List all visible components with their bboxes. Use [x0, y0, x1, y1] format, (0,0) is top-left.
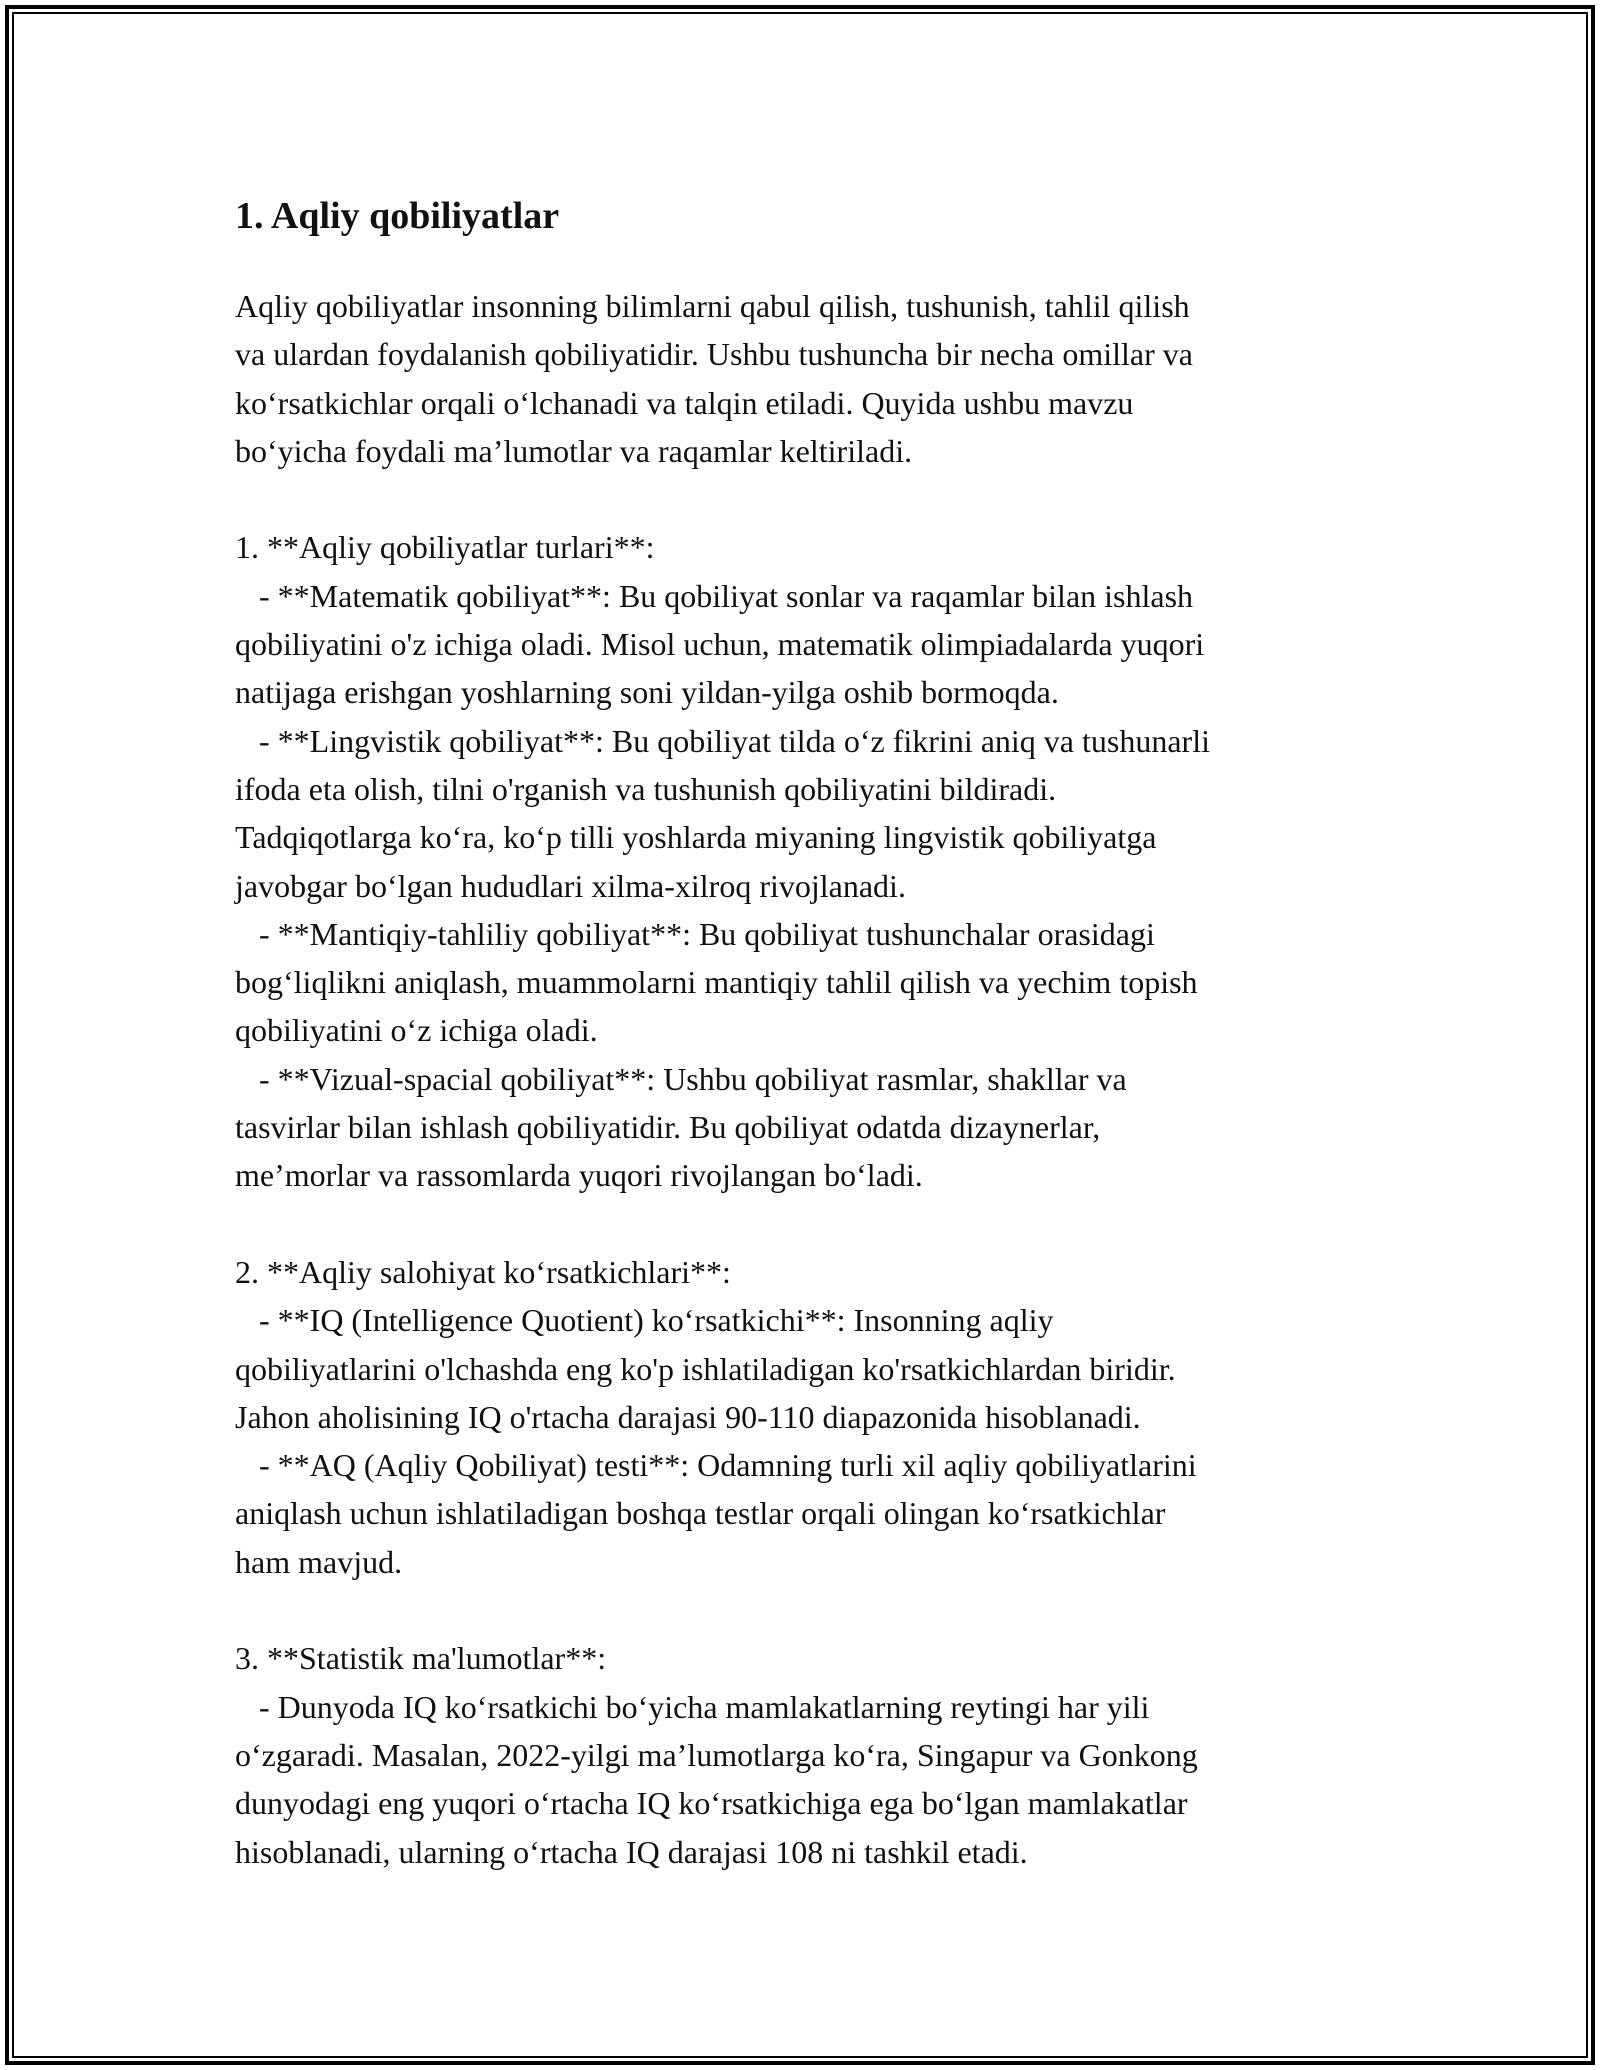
text-line: tasvirlar bilan ishlash qobiliyatidir. Bu qobiliyat odatda dizaynerlar,: [235, 1109, 1101, 1146]
text-line: - **Mantiqiy-tahliliy qobiliyat**: Bu qobiliyat tushunchalar orasidagi: [235, 915, 1155, 952]
text-line: - **Matematik qobiliyat**: Bu qobiliyat sonlar va raqamlar bilan ishlash: [235, 577, 1194, 614]
text-line: - **Vizual-spacial qobiliyat**: Ushbu qobiliyat rasmlar, shakllar va: [235, 1060, 1127, 1097]
text-line: hisoblanadi, ularning o‘rtacha IQ darajasi 108 ni tashkil etadi.: [235, 1833, 1028, 1870]
text-line: qobiliyatini o'z ichiga oladi. Misol uchun, matematik olimpiadalarda yuqori: [235, 626, 1205, 663]
text-line: Tadqiqotlarga ko‘ra, ko‘p tilli yoshlarda miyaning lingvistik qobiliyatga: [235, 819, 1157, 856]
text-line: bo‘yicha foydali ma’lumotlar va raqamlar keltiriladi.: [235, 432, 913, 469]
text-line: javobgar bo‘lgan hududlari xilma-xilroq rivojlanadi.: [235, 867, 906, 904]
text-line: aniqlash uchun ishlatiladigan boshqa testlar orqali olingan ko‘rsatkichlar: [235, 1495, 1166, 1532]
text-line: natijaga erishgan yoshlarning soni yildan-yilga oshib bormoqda.: [235, 674, 1059, 711]
blank-line: [235, 475, 1385, 523]
text-line: me’morlar va rassomlarda yuqori rivojlangan bo‘ladi.: [235, 1157, 923, 1194]
text-line: bog‘liqlikni aniqlash, muammolarni mantiqiy tahlil qilish va yechim topish: [235, 964, 1198, 1001]
text-line: ifoda eta olish, tilni o'rganish va tushunish qobiliyatini bildiradi.: [235, 770, 1057, 807]
text-line: 3. **Statistik ma'lumotlar**:: [235, 1640, 607, 1677]
text-line: qobiliyatlarini o'lchashda eng ko'p ishlatiladigan ko'rsatkichlardan biridir.: [235, 1350, 1176, 1387]
document: [235, 186, 1385, 1876]
text-line: ko‘rsatkichlar orqali o‘lchanadi va talqin etiladi. Quyida ushbu mavzu: [235, 384, 1134, 421]
blank-line: [235, 1200, 1385, 1248]
blank-line: [235, 1586, 1385, 1634]
text-line: va ulardan foydalanish qobiliyatidir. Ushbu tushuncha bir necha omillar va: [235, 336, 1193, 373]
text-line: Aqliy qobiliyatlar insonning bilimlarni qabul qilish, tushunish, tahlil qilish: [235, 288, 1190, 324]
text-line: 2. **Aqliy salohiyat ko‘rsatkichlari**:: [235, 1253, 731, 1290]
text-line: Jahon aholisining IQ o'rtacha darajasi 90-110 diapazonida hisoblanadi.: [235, 1398, 1141, 1435]
document-body: [235, 282, 1385, 1876]
text-line: 1. **Aqliy qobiliyatlar turlari**:: [235, 529, 655, 566]
text-line: - Dunyoda IQ ko‘rsatkichi bo‘yicha mamlakatlarning reytingi har yili: [235, 1688, 1150, 1725]
text-line: o‘zgaradi. Masalan, 2022-yilgi ma’lumotlarga ko‘ra, Singapur va Gonkong: [235, 1736, 1198, 1773]
text-line: - **AQ (Aqliy Qobiliyat) testi**: Odamning turli xil aqliy qobiliyatlarini: [235, 1447, 1197, 1484]
text-line: ham mavjud.: [235, 1543, 403, 1580]
text-line: - **IQ (Intelligence Quotient) ko‘rsatkichi**: Insonning aqliy: [235, 1302, 1054, 1339]
text-line: dunyodagi eng yuqori o‘rtacha IQ ko‘rsatkichiga ega bo‘lgan mamlakatlar: [235, 1785, 1188, 1822]
text-line: qobiliyatini o‘z ichiga oladi.: [235, 1012, 598, 1049]
document-heading: 1. Aqliy qobiliyatlar: [235, 195, 560, 237]
text-line: - **Lingvistik qobiliyat**: Bu qobiliyat tilda o‘z fikrini aniq va tushunarli: [235, 722, 1210, 759]
